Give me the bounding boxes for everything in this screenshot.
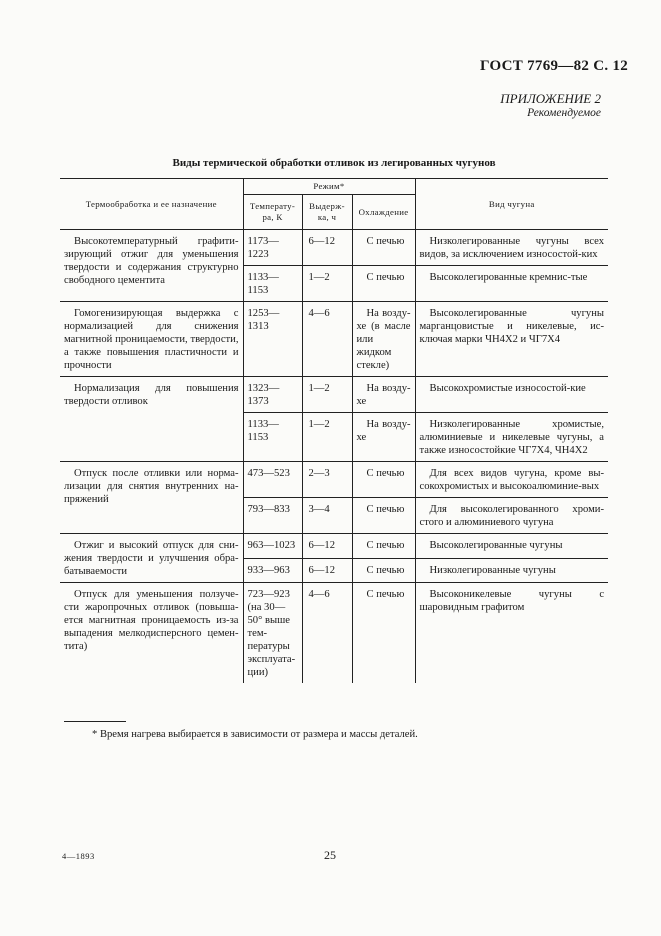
temperature-cell: 1133—1153	[243, 266, 302, 302]
temperature-cell: 1133—1153	[243, 413, 302, 462]
cooling-cell: На возду-хе (в масле или жидком стекле)	[352, 302, 415, 377]
cooling-cell: С печью	[352, 534, 415, 559]
document-code: ГОСТ 7769—82 С. 12	[480, 58, 629, 74]
table-row	[60, 583, 608, 684]
iron-type-cell: Высоколегированные кремнис-тые	[415, 266, 608, 302]
treatment-cell: Высокотемпературный графити-зирующий отжиг для уменьшения твердости и содержания структурно свободного цементита	[60, 230, 243, 302]
cooling-cell: На возду-хе	[352, 377, 415, 413]
table-row	[60, 302, 608, 377]
cooling-cell: С печью	[352, 266, 415, 302]
hold-cell: 6—12	[302, 558, 352, 583]
print-code: 4—1893	[62, 851, 95, 861]
table-row	[60, 462, 608, 498]
hold-cell: 6—12	[302, 534, 352, 559]
hold-cell: 1—2	[302, 413, 352, 462]
temperature-cell: 473—523	[243, 462, 302, 498]
temperature-cell: 963—1023	[243, 534, 302, 559]
footnote: * Время нагрева выбирается в зависимости от размера и массы деталей.	[92, 729, 418, 740]
treatment-cell: Отжиг и высокий отпуск для сни-жения твердости и улучшения обра-батываемости	[60, 534, 243, 583]
iron-type-cell: Низколегированные чугуны	[415, 558, 608, 583]
hold-cell: 3—4	[302, 498, 352, 534]
temperature-cell: 933—963	[243, 558, 302, 583]
appendix-status: Рекомендуемое	[527, 107, 601, 119]
iron-type-cell: Низколегированные хромистые, алюминиевые и никелевые чугуны, а также износостойкие ЧГ7Х4, ЧН4Х2	[415, 413, 608, 462]
cooling-cell: С печью	[352, 462, 415, 498]
table-row	[60, 230, 608, 266]
iron-type-cell: Высокохромистые износостой-кие	[415, 377, 608, 413]
iron-type-cell: Высоконикелевые чугуны с шаровидным графитом	[415, 583, 608, 684]
heat-treatment-table	[60, 178, 608, 683]
header-mode: Режим*	[243, 179, 415, 195]
appendix-title: ПРИЛОЖЕНИЕ 2	[500, 91, 601, 106]
table-title: Виды термической обработки отливок из легированных чугунов	[172, 157, 496, 169]
iron-type-cell: Низколегированные чугуны всех видов, за исключением износостой-ких	[415, 230, 608, 266]
table-row	[60, 534, 608, 559]
header-hold: Выдерж-ка, ч	[302, 195, 352, 230]
header-iron-type: Вид чугуна	[415, 179, 608, 230]
iron-type-cell: Для всех видов чугуна, кроме вы-сокохромистых и высокоалюминие-вых	[415, 462, 608, 498]
cooling-cell: На возду-хе	[352, 413, 415, 462]
temperature-cell: 793—833	[243, 498, 302, 534]
temperature-cell: 1173—1223	[243, 230, 302, 266]
hold-cell: 1—2	[302, 266, 352, 302]
page-number: 25	[324, 848, 336, 862]
iron-type-cell: Высоколегированные чугуны	[415, 534, 608, 559]
cooling-cell: С печью	[352, 583, 415, 684]
iron-type-cell: Для высоколегированного хроми-стого и алюминиевого чугуна	[415, 498, 608, 534]
temperature-cell: 1253—1313	[243, 302, 302, 377]
hold-cell: 4—6	[302, 583, 352, 684]
header-cooling: Охлаждение	[352, 195, 415, 230]
iron-type-cell: Высоколегированные чугуны марганцовистые и никелевые, ис-ключая марки ЧН4Х2 и ЧГ7Х4	[415, 302, 608, 377]
header-treatment: Термообработка и ее назначение	[60, 179, 243, 230]
treatment-cell: Отпуск для уменьшения ползуче-сти жаропрочных отливок (повыша-ется магнитная проницаемость из-за выпадения мелкодисперсного цемен-тита)	[60, 583, 243, 684]
hold-cell: 4—6	[302, 302, 352, 377]
cooling-cell: С печью	[352, 498, 415, 534]
treatment-cell: Нормализация для повышения твердости отливок	[60, 377, 243, 462]
treatment-cell: Гомогенизирующая выдержка с нормализацией для снижения магнитной проницаемости, твердости, а также повышения пластичности и прочности	[60, 302, 243, 377]
hold-cell: 2—3	[302, 462, 352, 498]
table-row	[60, 377, 608, 413]
header-temperature: Температу-ра, К	[243, 195, 302, 230]
temperature-cell: 1323—1373	[243, 377, 302, 413]
hold-cell: 6—12	[302, 230, 352, 266]
treatment-cell: Отпуск после отливки или норма-лизации для снятия внутренних на-пряжений	[60, 462, 243, 534]
hold-cell: 1—2	[302, 377, 352, 413]
cooling-cell: С печью	[352, 558, 415, 583]
appendix-label	[500, 92, 601, 120]
cooling-cell: С печью	[352, 230, 415, 266]
footnote-divider	[64, 721, 126, 722]
temperature-cell: 723—923 (на 30—50° выше тем-пературы эксплуата-ции)	[243, 583, 302, 684]
